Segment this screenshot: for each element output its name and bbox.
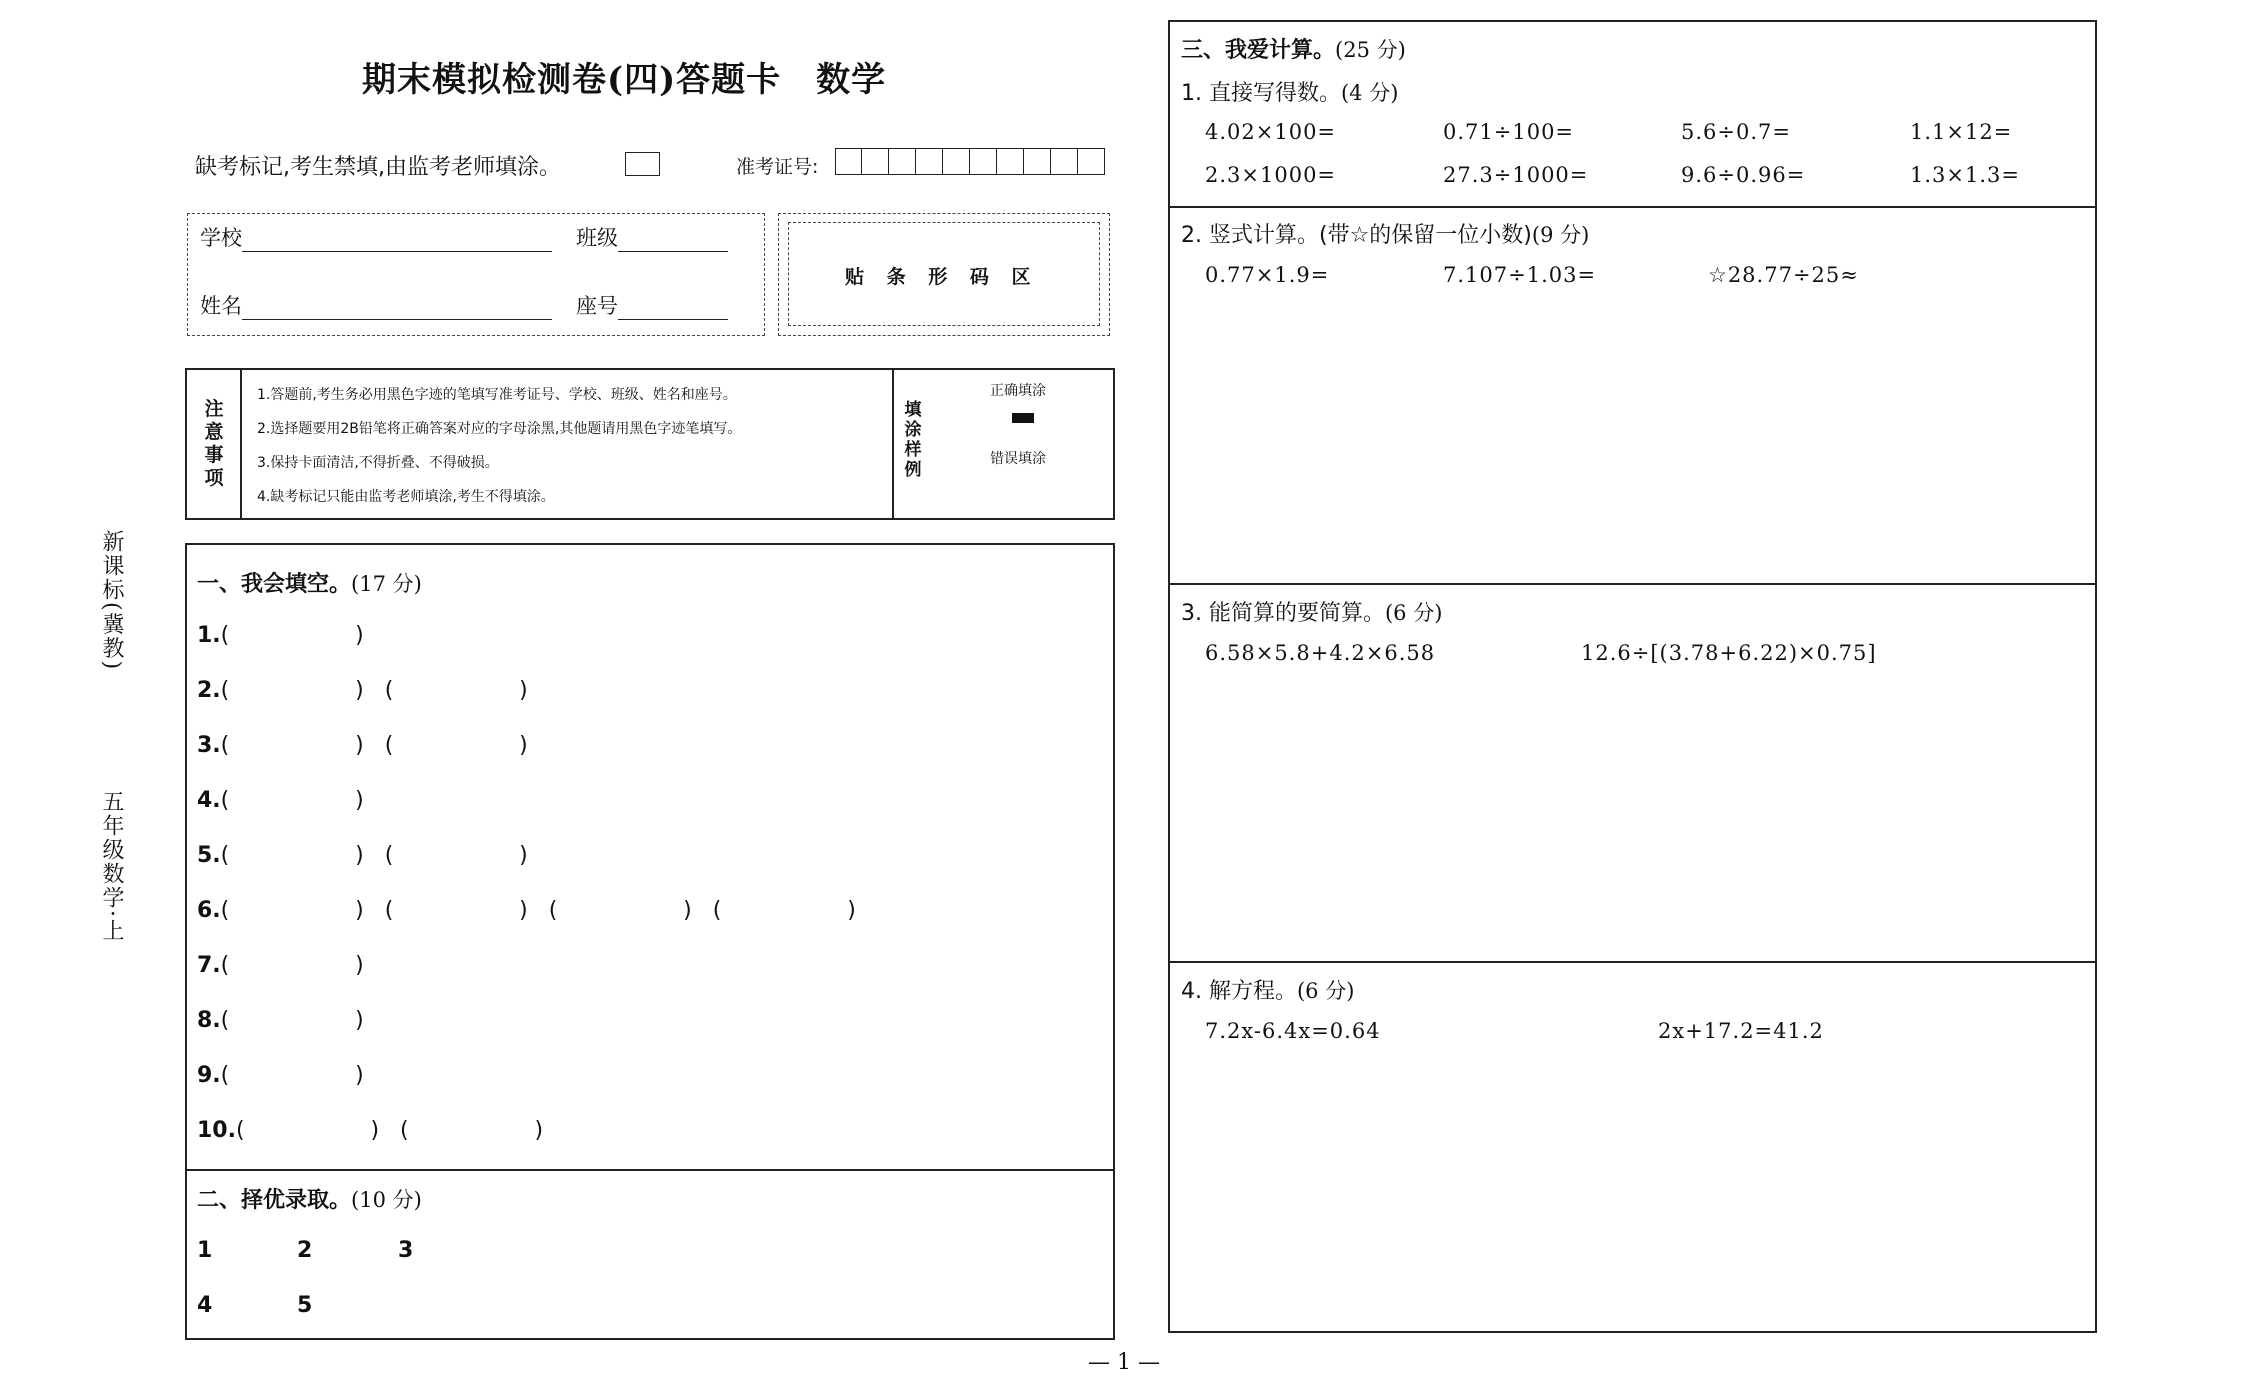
fill-row-number: 2. (197, 678, 221, 703)
q1-item[interactable]: 9.6÷0.96= (1681, 163, 1806, 187)
q2-title: 2. 竖式计算。(带☆的保留一位小数) (1181, 223, 1532, 248)
fill-row-blanks[interactable]: ( ) ( ) (235, 1118, 544, 1143)
q1-item[interactable]: 4.02×100= (1205, 120, 1337, 144)
q1-item[interactable]: 1.3×1.3= (1910, 163, 2020, 187)
name-field[interactable] (200, 290, 552, 320)
fill-row-blanks[interactable]: ( ) (220, 788, 364, 813)
part1-title: 一、我会填空。 (197, 572, 352, 597)
q1-item[interactable]: 2.3×1000= (1205, 163, 1337, 187)
exam-id-cell[interactable] (835, 148, 862, 175)
exam-id-cell[interactable] (1051, 148, 1078, 175)
class-field[interactable] (576, 222, 728, 252)
q3-score: (6 分) (1384, 601, 1443, 625)
exam-id-cell[interactable] (862, 148, 889, 175)
q1-item[interactable]: 27.3÷1000= (1443, 163, 1589, 187)
part1-heading (197, 567, 422, 598)
fill-row-blanks[interactable]: ( ) (220, 953, 364, 978)
fill-row-10[interactable] (197, 1118, 543, 1143)
part1-score: (17 分) (351, 572, 422, 596)
notice-label: 注意事项 (204, 398, 224, 489)
school-label: 学校 (200, 226, 242, 250)
correct-fill-mark (1012, 413, 1034, 423)
notice-label-divider (240, 369, 242, 519)
fill-row-blanks[interactable]: ( ) ( ) ( ) ( ) (220, 898, 856, 923)
side-grade-label: 五年级数学·上 (99, 790, 124, 943)
exam-id-cell[interactable] (916, 148, 943, 175)
q4-heading (1181, 974, 1354, 1005)
notice-item: 4.缺考标记只能由监考老师填涂,考生不得填涂。 (257, 489, 555, 505)
exam-id-cell[interactable] (889, 148, 916, 175)
notice-item: 1.答题前,考生务必用黑色字迹的笔填写准考证号、学校、班级、姓名和座号。 (257, 387, 737, 403)
q4-item[interactable]: 2x+17.2=41.2 (1658, 1019, 1824, 1043)
part2-score: (10 分) (351, 1188, 422, 1212)
absent-mark-box[interactable] (625, 152, 660, 176)
seat-label: 座号 (576, 294, 618, 318)
q2-heading (1181, 218, 1589, 249)
class-label: 班级 (576, 226, 618, 250)
fill-row-blanks[interactable]: ( ) ( ) (220, 733, 528, 758)
fill-row-1[interactable] (197, 623, 364, 648)
barcode-label: 贴 条 形 码 区 (845, 266, 1039, 288)
fill-row-blanks[interactable]: ( ) (220, 1008, 364, 1033)
school-field[interactable] (200, 222, 552, 252)
fill-row-7[interactable] (197, 953, 364, 978)
name-label: 姓名 (200, 294, 242, 318)
correct-fill-label: 正确填涂 (990, 383, 1046, 399)
q1-title: 1. 直接写得数。 (1181, 81, 1341, 106)
notice-item: 2.选择题要用2B铅笔将正确答案对应的字母涂黑,其他题请用黑色字迹笔填写。 (257, 421, 742, 437)
choice-number-3[interactable]: 3 (398, 1238, 414, 1263)
q1-item[interactable]: 5.6÷0.7= (1681, 120, 1791, 144)
part2-heading (197, 1183, 422, 1214)
part1-divider (186, 1169, 1114, 1171)
part3-score: (25 分) (1335, 38, 1406, 62)
fill-row-number: 3. (197, 733, 221, 758)
page-title: 期末模拟检测卷(四)答题卡 数学 (362, 60, 887, 100)
fill-row-8[interactable] (197, 1008, 364, 1033)
q1-score: (4 分) (1340, 81, 1399, 105)
fill-row-number: 6. (197, 898, 221, 923)
page-number: — 1 — (1088, 1350, 1160, 1375)
exam-id-cell[interactable] (970, 148, 997, 175)
exam-id-cell[interactable] (1024, 148, 1051, 175)
fill-row-6[interactable] (197, 898, 856, 923)
choice-number-2[interactable]: 2 (297, 1238, 313, 1263)
q2-score: (9 分) (1531, 223, 1590, 247)
part3-divider-3 (1169, 961, 2096, 963)
fill-row-3[interactable] (197, 733, 528, 758)
notice-item: 3.保持卡面清洁,不得折叠、不得破损。 (257, 455, 499, 471)
q3-title: 3. 能简算的要简算。 (1181, 601, 1385, 626)
part3-divider-2 (1169, 583, 2096, 585)
q2-item[interactable]: 0.77×1.9= (1205, 263, 1330, 287)
q4-score: (6 分) (1296, 979, 1355, 1003)
part1-part2-box (185, 543, 1115, 1340)
fill-row-blanks[interactable]: ( ) (220, 1063, 364, 1088)
q2-item[interactable]: 7.107÷1.03= (1443, 263, 1597, 287)
absent-note: 缺考标记,考生禁填,由监考老师填涂。 (195, 155, 561, 180)
q4-item[interactable]: 7.2x-6.4x=0.64 (1205, 1019, 1381, 1043)
side-series-label: 新课标(冀教) (99, 530, 124, 672)
q1-heading (1181, 76, 1398, 107)
fill-row-blanks[interactable]: ( ) ( ) (220, 678, 528, 703)
part2-title: 二、择优录取。 (197, 1188, 352, 1213)
exam-id-cell[interactable] (997, 148, 1024, 175)
fill-row-blanks[interactable]: ( ) ( ) (220, 843, 528, 868)
fill-row-number: 10. (197, 1118, 236, 1143)
q1-item[interactable]: 0.71÷100= (1443, 120, 1575, 144)
fill-row-number: 4. (197, 788, 221, 813)
seat-field[interactable] (576, 290, 728, 320)
choice-number-4[interactable]: 4 (197, 1293, 213, 1318)
fill-row-4[interactable] (197, 788, 364, 813)
q3-item[interactable]: 6.58×5.8+4.2×6.58 (1205, 641, 1436, 665)
fill-row-number: 8. (197, 1008, 221, 1033)
part3-divider-1 (1169, 206, 2096, 208)
exam-id-cell[interactable] (943, 148, 970, 175)
exam-id-boxes[interactable] (835, 148, 1105, 175)
q1-item[interactable]: 1.1×12= (1910, 120, 2013, 144)
fill-example-label: 填涂样例 (904, 400, 922, 480)
q3-item[interactable]: 12.6÷[(3.78+6.22)×0.75] (1581, 641, 1877, 665)
q4-title: 4. 解方程。 (1181, 979, 1297, 1004)
notice-fill-divider (892, 369, 894, 519)
fill-row-blanks[interactable]: ( ) (220, 623, 364, 648)
fill-row-2[interactable] (197, 678, 528, 703)
fill-row-number: 7. (197, 953, 221, 978)
exam-id-label: 准考证号: (736, 156, 819, 178)
fill-row-9[interactable] (197, 1063, 364, 1088)
part3-title: 三、我爱计算。 (1181, 38, 1336, 63)
fill-row-number: 1. (197, 623, 221, 648)
wrong-fill-label: 错误填涂 (990, 451, 1046, 467)
q2-item[interactable]: ☆28.77÷25≈ (1708, 263, 1859, 287)
choice-number-5[interactable]: 5 (297, 1293, 313, 1318)
fill-row-number: 5. (197, 843, 221, 868)
fill-row-5[interactable] (197, 843, 528, 868)
fill-row-number: 9. (197, 1063, 221, 1088)
part3-box (1168, 20, 2097, 1333)
q3-heading (1181, 596, 1442, 627)
part3-heading (1181, 33, 1406, 64)
exam-id-cell[interactable] (1078, 148, 1105, 175)
choice-number-1[interactable]: 1 (197, 1238, 213, 1263)
